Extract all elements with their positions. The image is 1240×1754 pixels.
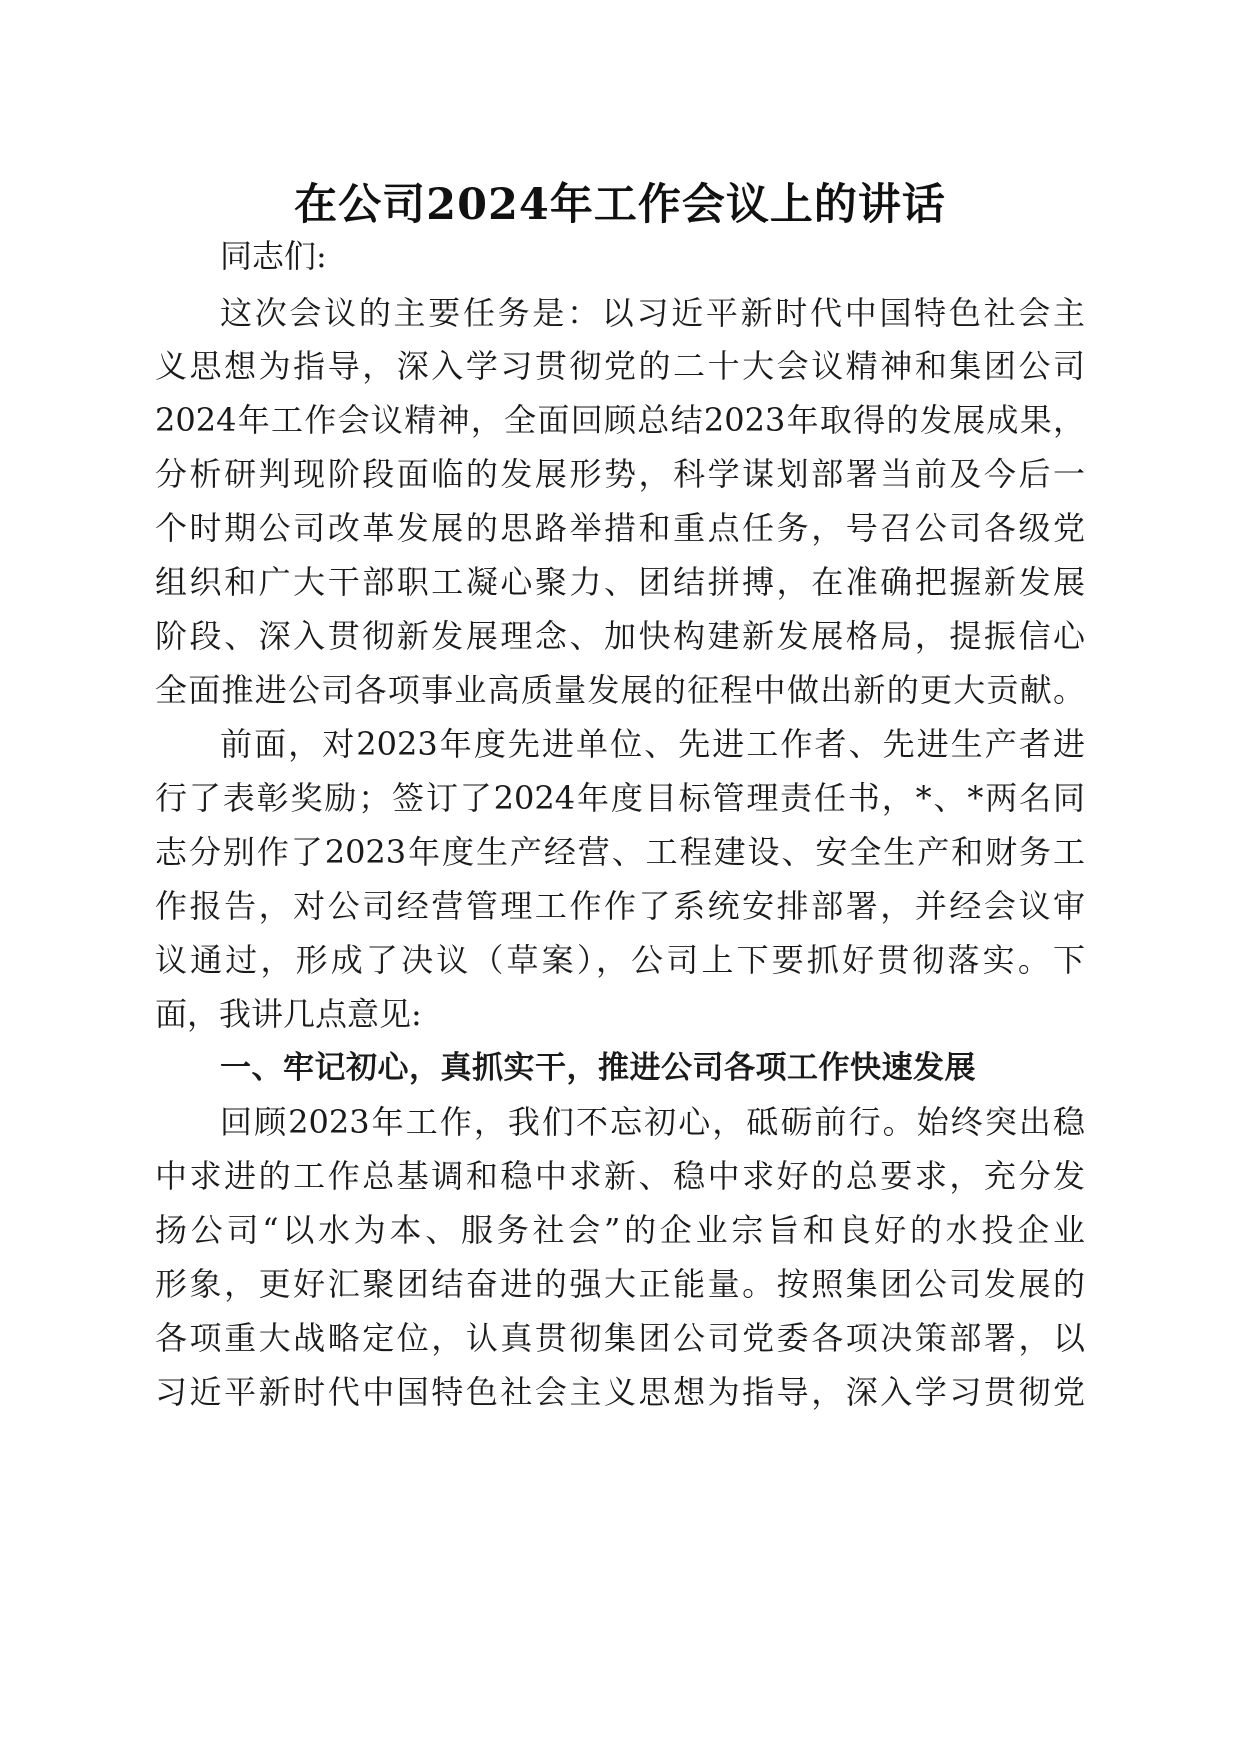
text-line: 个时期公司改革发展的思路举措和重点任务，号召公司各级党 [155, 509, 1085, 547]
text-line: 组织和广大干部职工凝心聚力、团结拼搏，在准确把握新发展 [155, 563, 1085, 601]
salutation: 同志们: [220, 237, 327, 275]
text-line: 这次会议的主要任务是：以习近平新时代中国特色社会主 [220, 294, 1085, 332]
text-line: 习近平新时代中国特色社会主义思想为指导，深入学习贯彻党 [155, 1373, 1085, 1411]
text-line: 议通过，形成了决议（草案），公司上下要抓好贯彻落实。下 [155, 941, 1085, 979]
text-line: 扬公司“以水为本、服务社会”的企业宗旨和良好的水投企业 [155, 1211, 1085, 1249]
text-line: 2024年工作会议精神，全面回顾总结2023年取得的发展成果， [155, 401, 1085, 439]
text-line: 阶段、深入贯彻新发展理念、加快构建新发展格局，提振信心 [155, 617, 1085, 655]
text-line: 回顾2023年工作，我们不忘初心，砥砺前行。始终突出稳 [220, 1103, 1085, 1141]
text-line: 各项重大战略定位，认真贯彻集团公司党委各项决策部署，以 [155, 1319, 1085, 1357]
text-line: 作报告，对公司经营管理工作作了系统安排部署，并经会议审 [155, 887, 1085, 925]
section-heading: 一、牢记初心，真抓实干，推进公司各项工作快速发展 [220, 1050, 976, 1086]
text-line: 面，我讲几点意见: [155, 995, 422, 1033]
text-line: 行了表彰奖励；签订了2024年度目标管理责任书，*、*两名同 [155, 779, 1085, 817]
document-title: 在公司2024年工作会议上的讲话 [294, 180, 946, 230]
text-line: 全面推进公司各项事业高质量发展的征程中做出新的更大贡献。 [155, 671, 1085, 709]
text-line: 前面，对2023年度先进单位、先进工作者、先进生产者进 [220, 725, 1085, 763]
text-line: 分析研判现阶段面临的发展形势，科学谋划部署当前及今后一 [155, 455, 1085, 493]
text-line: 形象，更好汇聚团结奋进的强大正能量。按照集团公司发展的 [155, 1265, 1085, 1303]
text-line: 志分别作了2023年度生产经营、工程建设、安全生产和财务工 [155, 833, 1085, 871]
text-line: 义思想为指导，深入学习贯彻党的二十大会议精神和集团公司 [155, 347, 1085, 385]
text-line: 中求进的工作总基调和稳中求新、稳中求好的总要求，充分发 [155, 1157, 1085, 1195]
